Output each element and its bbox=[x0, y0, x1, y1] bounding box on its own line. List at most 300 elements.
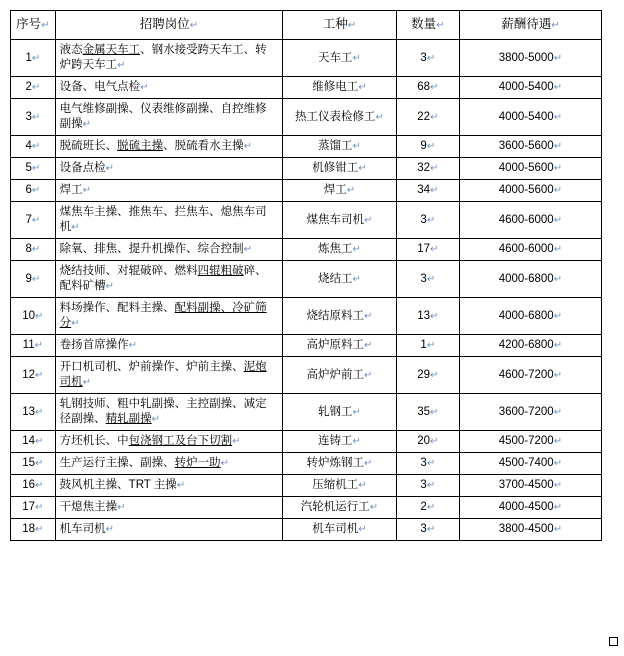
cell-quantity bbox=[396, 519, 459, 541]
cell-job-type bbox=[283, 475, 397, 497]
cell-row-number bbox=[11, 431, 56, 453]
post-text-emphasized: 泥炮司机 bbox=[59, 361, 267, 388]
post-text-segment: 、脱硫看水主操 bbox=[163, 140, 244, 152]
paragraph-mark-icon: ↵ bbox=[128, 340, 138, 351]
quantity-value: 17 bbox=[417, 243, 431, 255]
cell-job-type bbox=[283, 77, 397, 99]
paragraph-mark-icon: ↵ bbox=[426, 524, 436, 535]
paragraph-mark-icon: ↵ bbox=[364, 310, 373, 322]
cell-post-description bbox=[55, 40, 282, 77]
cell-post-description bbox=[55, 394, 282, 431]
cell-job-type bbox=[283, 99, 397, 136]
paragraph-mark-icon: ↵ bbox=[553, 458, 563, 469]
paragraph-mark-icon: ↵ bbox=[31, 141, 41, 152]
paragraph-mark-icon: ↵ bbox=[31, 52, 41, 64]
paragraph-mark-icon: ↵ bbox=[35, 480, 44, 491]
cell-job-type bbox=[283, 298, 397, 335]
table-row bbox=[11, 453, 602, 475]
post-text-segment: 生产运行主操、副操、 bbox=[59, 457, 175, 469]
cell-post-description bbox=[55, 335, 282, 357]
table-row bbox=[11, 357, 602, 394]
cell-job-type bbox=[283, 261, 397, 298]
column-header-no bbox=[11, 11, 56, 40]
cell-quantity bbox=[396, 99, 459, 136]
job-type-value: 煤焦车司机 bbox=[306, 213, 365, 226]
table-row bbox=[11, 497, 602, 519]
recruitment-table bbox=[10, 10, 602, 541]
cell-row-number bbox=[11, 475, 56, 497]
paragraph-mark-icon: ↵ bbox=[553, 163, 563, 174]
cell-salary-range bbox=[459, 431, 601, 453]
paragraph-mark-icon: ↵ bbox=[364, 340, 373, 351]
quantity-value: 13 bbox=[417, 309, 431, 322]
cell-row-number bbox=[11, 40, 56, 77]
salary-range-value: 4000-6800 bbox=[498, 309, 554, 322]
job-type-value: 烧结原料工 bbox=[306, 309, 365, 322]
cell-salary-range bbox=[459, 497, 601, 519]
paragraph-mark-icon: ↵ bbox=[41, 20, 50, 31]
cell-row-number bbox=[11, 335, 56, 357]
cell-post-description bbox=[55, 357, 282, 394]
job-type-value: 焊工 bbox=[323, 184, 347, 196]
cell-row-number bbox=[11, 453, 56, 475]
cell-job-type bbox=[283, 357, 397, 394]
cell-job-type bbox=[283, 136, 397, 158]
paragraph-mark-icon: ↵ bbox=[426, 273, 436, 285]
salary-range-value: 4600-6000 bbox=[498, 213, 554, 226]
paragraph-mark-icon: ↵ bbox=[31, 244, 41, 255]
cell-salary-range bbox=[459, 394, 601, 431]
cell-quantity bbox=[396, 77, 459, 99]
post-text-segment: 、钢水接受跨天车工、转炉跨天车工 bbox=[59, 44, 267, 71]
paragraph-mark-icon: ↵ bbox=[176, 480, 186, 491]
paragraph-mark-icon: ↵ bbox=[553, 244, 563, 255]
table-row bbox=[11, 335, 602, 357]
quantity-value: 29 bbox=[417, 368, 431, 381]
cell-post-description bbox=[55, 202, 282, 239]
cell-row-number bbox=[11, 158, 56, 180]
post-text-segment: 开口机司机、炉前操作、炉前主操、 bbox=[59, 361, 244, 373]
cell-quantity bbox=[396, 180, 459, 202]
cell-job-type bbox=[283, 158, 397, 180]
quantity-value: 3 bbox=[420, 51, 427, 64]
quantity-value: 35 bbox=[417, 405, 431, 418]
quantity-value: 20 bbox=[417, 435, 431, 447]
job-type-value: 转炉炼钢工 bbox=[306, 457, 365, 469]
quantity-value: 3 bbox=[420, 457, 427, 469]
paragraph-mark-icon: ↵ bbox=[31, 214, 41, 226]
cell-quantity bbox=[396, 298, 459, 335]
paragraph-mark-icon: ↵ bbox=[553, 480, 563, 491]
cell-job-type bbox=[283, 394, 397, 431]
paragraph-mark-icon: ↵ bbox=[352, 244, 361, 255]
cell-salary-range bbox=[459, 180, 601, 202]
post-text-segment: 液态 bbox=[59, 44, 83, 56]
cell-job-type bbox=[283, 453, 397, 475]
cell-salary-range bbox=[459, 519, 601, 541]
cell-row-number bbox=[11, 99, 56, 136]
cell-post-description bbox=[55, 431, 282, 453]
column-header-post bbox=[55, 11, 282, 40]
paragraph-mark-icon: ↵ bbox=[82, 377, 92, 388]
row-number-value: 15 bbox=[22, 457, 36, 469]
salary-range-value: 3800-4500 bbox=[498, 523, 554, 535]
paragraph-mark-icon: ↵ bbox=[553, 310, 563, 322]
paragraph-mark-icon: ↵ bbox=[82, 119, 92, 130]
post-text-emphasized: 包浇钢工及台下切割 bbox=[128, 435, 233, 447]
paragraph-mark-icon: ↵ bbox=[35, 406, 44, 418]
cell-row-number bbox=[11, 136, 56, 158]
quantity-value: 34 bbox=[417, 184, 431, 196]
salary-range-value: 4500-7400 bbox=[498, 457, 554, 469]
paragraph-mark-icon: ↵ bbox=[426, 52, 436, 64]
quantity-value: 3 bbox=[420, 272, 427, 285]
job-type-value: 机车司机 bbox=[312, 523, 359, 535]
paragraph-mark-icon: ↵ bbox=[105, 281, 115, 292]
cell-row-number bbox=[11, 497, 56, 519]
row-number-value: 11 bbox=[22, 339, 35, 351]
post-text-emphasized: 脱硫主操 bbox=[117, 140, 164, 152]
paragraph-mark-icon: ↵ bbox=[426, 214, 436, 226]
paragraph-mark-icon: ↵ bbox=[430, 406, 439, 418]
paragraph-mark-icon: ↵ bbox=[553, 52, 563, 64]
cell-post-description bbox=[55, 497, 282, 519]
row-number-value: 2 bbox=[25, 81, 32, 93]
cell-post-description bbox=[55, 475, 282, 497]
object-anchor-marker bbox=[609, 637, 618, 646]
cell-quantity bbox=[396, 239, 459, 261]
job-type-value: 轧钢工 bbox=[318, 405, 353, 418]
paragraph-mark-icon: ↵ bbox=[151, 414, 161, 425]
post-text-segment: 设备、电气点检 bbox=[59, 81, 141, 93]
paragraph-mark-icon: ↵ bbox=[358, 480, 367, 491]
table-row bbox=[11, 40, 602, 77]
salary-range-value: 3700-4500 bbox=[498, 479, 554, 491]
cell-job-type bbox=[283, 431, 397, 453]
cell-salary-range bbox=[459, 261, 601, 298]
post-text-segment: 煤焦车主操、推焦车、拦焦车、熄焦车司机 bbox=[59, 206, 267, 233]
table-row bbox=[11, 431, 602, 453]
salary-range-value: 3600-5600 bbox=[498, 140, 554, 152]
paragraph-mark-icon: ↵ bbox=[551, 20, 560, 31]
paragraph-mark-icon: ↵ bbox=[553, 273, 563, 285]
column-header-post-label: 招聘岗位 bbox=[139, 17, 190, 31]
row-number-value: 9 bbox=[25, 272, 32, 285]
post-text-emphasized: 配料副操、冷矿筛分 bbox=[59, 302, 267, 329]
paragraph-mark-icon: ↵ bbox=[105, 163, 115, 174]
paragraph-mark-icon: ↵ bbox=[117, 60, 126, 71]
row-number-value: 17 bbox=[22, 501, 36, 513]
cell-row-number bbox=[11, 357, 56, 394]
post-text-segment: 料场操作、配料主操、 bbox=[59, 302, 175, 314]
column-header-pay-label: 薪酬待遇 bbox=[501, 17, 552, 31]
job-type-value: 烧结工 bbox=[318, 272, 353, 285]
paragraph-mark-icon: ↵ bbox=[436, 20, 445, 31]
quantity-value: 22 bbox=[417, 110, 431, 123]
table-header-row bbox=[11, 11, 602, 40]
table-row bbox=[11, 180, 602, 202]
paragraph-mark-icon: ↵ bbox=[71, 318, 80, 329]
job-type-value: 热工仪表检修工 bbox=[295, 110, 376, 123]
table-row bbox=[11, 475, 602, 497]
job-type-value: 维修电工 bbox=[312, 81, 359, 93]
paragraph-mark-icon: ↵ bbox=[553, 214, 563, 226]
cell-post-description bbox=[55, 158, 282, 180]
cell-row-number bbox=[11, 77, 56, 99]
paragraph-mark-icon: ↵ bbox=[553, 369, 563, 381]
salary-range-value: 4600-6000 bbox=[498, 243, 554, 255]
paragraph-mark-icon: ↵ bbox=[426, 141, 436, 152]
cell-job-type bbox=[283, 335, 397, 357]
cell-row-number bbox=[11, 202, 56, 239]
job-type-value: 炼焦工 bbox=[318, 243, 353, 255]
row-number-value: 8 bbox=[25, 243, 32, 255]
cell-quantity bbox=[396, 431, 459, 453]
paragraph-mark-icon: ↵ bbox=[375, 111, 384, 123]
post-text-segment: 干熄焦主操 bbox=[59, 501, 118, 513]
cell-quantity bbox=[396, 453, 459, 475]
cell-quantity bbox=[396, 158, 459, 180]
job-type-value: 汽轮机运行工 bbox=[300, 501, 370, 513]
salary-range-value: 4000-4500 bbox=[498, 501, 554, 513]
salary-range-value: 3600-7200 bbox=[498, 405, 554, 418]
paragraph-mark-icon: ↵ bbox=[426, 458, 436, 469]
cell-job-type bbox=[283, 497, 397, 519]
post-text-segment: 电气维修副操、仪表维修副操、自控维修副操 bbox=[59, 103, 267, 130]
post-text-segment: 轧钢技师、粗中轧副操、主控副操、减定径副操、 bbox=[59, 398, 267, 425]
salary-range-value: 4000-5600 bbox=[498, 184, 554, 196]
paragraph-mark-icon: ↵ bbox=[31, 163, 41, 174]
paragraph-mark-icon: ↵ bbox=[35, 458, 44, 469]
paragraph-mark-icon: ↵ bbox=[430, 436, 439, 447]
paragraph-mark-icon: ↵ bbox=[426, 340, 436, 351]
cell-salary-range bbox=[459, 475, 601, 497]
cell-post-description bbox=[55, 99, 282, 136]
table-row bbox=[11, 99, 602, 136]
column-header-type-label: 工种 bbox=[322, 17, 348, 31]
cell-salary-range bbox=[459, 202, 601, 239]
paragraph-mark-icon: ↵ bbox=[34, 340, 43, 351]
paragraph-mark-icon: ↵ bbox=[243, 141, 253, 152]
cell-job-type bbox=[283, 239, 397, 261]
quantity-value: 3 bbox=[420, 523, 427, 535]
table-row bbox=[11, 394, 602, 431]
post-text-segment: 设备点检 bbox=[59, 162, 106, 174]
paragraph-mark-icon: ↵ bbox=[117, 502, 126, 513]
salary-range-value: 4000-5600 bbox=[498, 162, 554, 174]
paragraph-mark-icon: ↵ bbox=[430, 163, 439, 174]
post-text-segment: 烧结技师、对辊破碎、燃料 bbox=[59, 265, 198, 277]
cell-post-description bbox=[55, 77, 282, 99]
paragraph-mark-icon: ↵ bbox=[430, 310, 439, 322]
paragraph-mark-icon: ↵ bbox=[426, 502, 436, 513]
paragraph-mark-icon: ↵ bbox=[31, 82, 41, 93]
cell-quantity bbox=[396, 475, 459, 497]
cell-quantity bbox=[396, 357, 459, 394]
job-type-value: 高炉炉前工 bbox=[306, 368, 365, 381]
quantity-value: 3 bbox=[420, 213, 427, 226]
quantity-value: 1 bbox=[420, 339, 427, 351]
paragraph-mark-icon: ↵ bbox=[369, 502, 379, 513]
paragraph-mark-icon: ↵ bbox=[430, 369, 439, 381]
quantity-value: 3 bbox=[420, 479, 427, 491]
cell-salary-range bbox=[459, 99, 601, 136]
row-number-value: 18 bbox=[22, 523, 36, 535]
cell-salary-range bbox=[459, 357, 601, 394]
cell-salary-range bbox=[459, 298, 601, 335]
paragraph-mark-icon: ↵ bbox=[553, 82, 563, 93]
row-number-value: 4 bbox=[25, 140, 32, 152]
cell-salary-range bbox=[459, 158, 601, 180]
cell-salary-range bbox=[459, 40, 601, 77]
paragraph-mark-icon: ↵ bbox=[352, 52, 361, 64]
row-number-value: 12 bbox=[22, 368, 36, 381]
paragraph-mark-icon: ↵ bbox=[430, 185, 439, 196]
column-header-type bbox=[283, 11, 397, 40]
job-type-value: 连铸工 bbox=[318, 435, 353, 447]
cell-quantity bbox=[396, 394, 459, 431]
cell-quantity bbox=[396, 136, 459, 158]
cell-job-type bbox=[283, 202, 397, 239]
paragraph-mark-icon: ↵ bbox=[105, 524, 115, 535]
paragraph-mark-icon: ↵ bbox=[82, 185, 92, 196]
salary-range-value: 4200-6800 bbox=[498, 339, 554, 351]
paragraph-mark-icon: ↵ bbox=[358, 82, 367, 93]
paragraph-mark-icon: ↵ bbox=[430, 244, 439, 255]
cell-post-description bbox=[55, 180, 282, 202]
cell-salary-range bbox=[459, 453, 601, 475]
paragraph-mark-icon: ↵ bbox=[31, 185, 41, 196]
paragraph-mark-icon: ↵ bbox=[189, 20, 199, 31]
cell-salary-range bbox=[459, 335, 601, 357]
paragraph-mark-icon: ↵ bbox=[232, 436, 241, 447]
table-row bbox=[11, 261, 602, 298]
post-text-segment: 脱硫班长、 bbox=[59, 140, 118, 152]
post-text-segment: 除氧、排焦、提升机操作、综合控制 bbox=[59, 243, 244, 255]
paragraph-mark-icon: ↵ bbox=[35, 524, 44, 535]
row-number-value: 10 bbox=[22, 309, 36, 322]
paragraph-mark-icon: ↵ bbox=[31, 273, 41, 285]
post-text-emphasized: 四辊粗破 bbox=[197, 265, 244, 277]
quantity-value: 32 bbox=[417, 162, 431, 174]
post-text-emphasized: 精轧副操 bbox=[105, 413, 152, 425]
paragraph-mark-icon: ↵ bbox=[430, 82, 439, 93]
paragraph-mark-icon: ↵ bbox=[352, 436, 361, 447]
table-row bbox=[11, 136, 602, 158]
cell-row-number bbox=[11, 298, 56, 335]
paragraph-mark-icon: ↵ bbox=[347, 20, 357, 31]
row-number-value: 13 bbox=[22, 405, 36, 418]
column-header-qty bbox=[396, 11, 459, 40]
paragraph-mark-icon: ↵ bbox=[358, 524, 367, 535]
paragraph-mark-icon: ↵ bbox=[364, 458, 373, 469]
row-number-value: 7 bbox=[25, 213, 32, 226]
paragraph-mark-icon: ↵ bbox=[553, 436, 563, 447]
paragraph-mark-icon: ↵ bbox=[71, 222, 80, 233]
salary-range-value: 4000-5400 bbox=[498, 81, 554, 93]
paragraph-mark-icon: ↵ bbox=[358, 163, 367, 174]
job-type-value: 蒸馏工 bbox=[318, 140, 353, 152]
paragraph-mark-icon: ↵ bbox=[352, 141, 361, 152]
paragraph-mark-icon: ↵ bbox=[364, 214, 373, 226]
post-text-segment: 碎、配料矿槽 bbox=[59, 265, 267, 292]
cell-row-number bbox=[11, 261, 56, 298]
cell-job-type bbox=[283, 180, 397, 202]
job-type-value: 机修钳工 bbox=[312, 162, 359, 174]
salary-range-value: 4000-5400 bbox=[498, 110, 554, 123]
table-row bbox=[11, 298, 602, 335]
row-number-value: 14 bbox=[22, 435, 36, 447]
paragraph-mark-icon: ↵ bbox=[553, 141, 563, 152]
post-text-segment: 焊工 bbox=[59, 184, 83, 196]
quantity-value: 2 bbox=[420, 501, 427, 513]
row-number-value: 5 bbox=[25, 162, 32, 174]
post-text-emphasized: 转炉一助 bbox=[174, 457, 221, 469]
quantity-value: 9 bbox=[420, 140, 427, 152]
salary-range-value: 4500-7200 bbox=[498, 435, 554, 447]
paragraph-mark-icon: ↵ bbox=[426, 480, 436, 491]
paragraph-mark-icon: ↵ bbox=[553, 185, 563, 196]
paragraph-mark-icon: ↵ bbox=[553, 111, 563, 123]
cell-quantity bbox=[396, 497, 459, 519]
paragraph-mark-icon: ↵ bbox=[31, 111, 41, 123]
salary-range-value: 3800-5000 bbox=[498, 51, 554, 64]
cell-salary-range bbox=[459, 136, 601, 158]
table-row bbox=[11, 77, 602, 99]
job-type-value: 天车工 bbox=[318, 51, 353, 64]
table-body bbox=[11, 40, 602, 541]
paragraph-mark-icon: ↵ bbox=[140, 82, 149, 93]
cell-salary-range bbox=[459, 77, 601, 99]
cell-salary-range bbox=[459, 239, 601, 261]
job-type-value: 压缩机工 bbox=[312, 479, 359, 491]
paragraph-mark-icon: ↵ bbox=[346, 185, 356, 196]
cell-row-number bbox=[11, 394, 56, 431]
cell-post-description bbox=[55, 136, 282, 158]
paragraph-mark-icon: ↵ bbox=[35, 369, 44, 381]
cell-post-description bbox=[55, 298, 282, 335]
cell-post-description bbox=[55, 453, 282, 475]
post-text-emphasized: 金属天车工 bbox=[82, 44, 141, 56]
quantity-value: 68 bbox=[417, 81, 431, 93]
post-text-segment: 方坯机长、中 bbox=[59, 435, 129, 447]
cell-post-description bbox=[55, 239, 282, 261]
paragraph-mark-icon: ↵ bbox=[553, 406, 563, 418]
paragraph-mark-icon: ↵ bbox=[553, 524, 563, 535]
column-header-qty-label: 数量 bbox=[411, 17, 437, 31]
row-number-value: 16 bbox=[22, 479, 36, 491]
post-text-segment: 鼓风机主操、TRT 主操 bbox=[59, 479, 177, 491]
column-header-no-label: 序号 bbox=[16, 17, 42, 31]
paragraph-mark-icon: ↵ bbox=[352, 406, 361, 418]
cell-post-description bbox=[55, 519, 282, 541]
cell-quantity bbox=[396, 202, 459, 239]
post-text-segment: 机车司机 bbox=[59, 523, 106, 535]
cell-row-number bbox=[11, 239, 56, 261]
table-row bbox=[11, 202, 602, 239]
cell-job-type bbox=[283, 519, 397, 541]
table-row bbox=[11, 239, 602, 261]
paragraph-mark-icon: ↵ bbox=[553, 502, 563, 513]
row-number-value: 3 bbox=[25, 110, 32, 123]
table-row bbox=[11, 158, 602, 180]
paragraph-mark-icon: ↵ bbox=[553, 340, 563, 351]
paragraph-mark-icon: ↵ bbox=[243, 244, 253, 255]
paragraph-mark-icon: ↵ bbox=[220, 458, 230, 469]
row-number-value: 1 bbox=[25, 51, 32, 64]
column-header-pay bbox=[459, 11, 601, 40]
salary-range-value: 4000-6800 bbox=[498, 272, 554, 285]
